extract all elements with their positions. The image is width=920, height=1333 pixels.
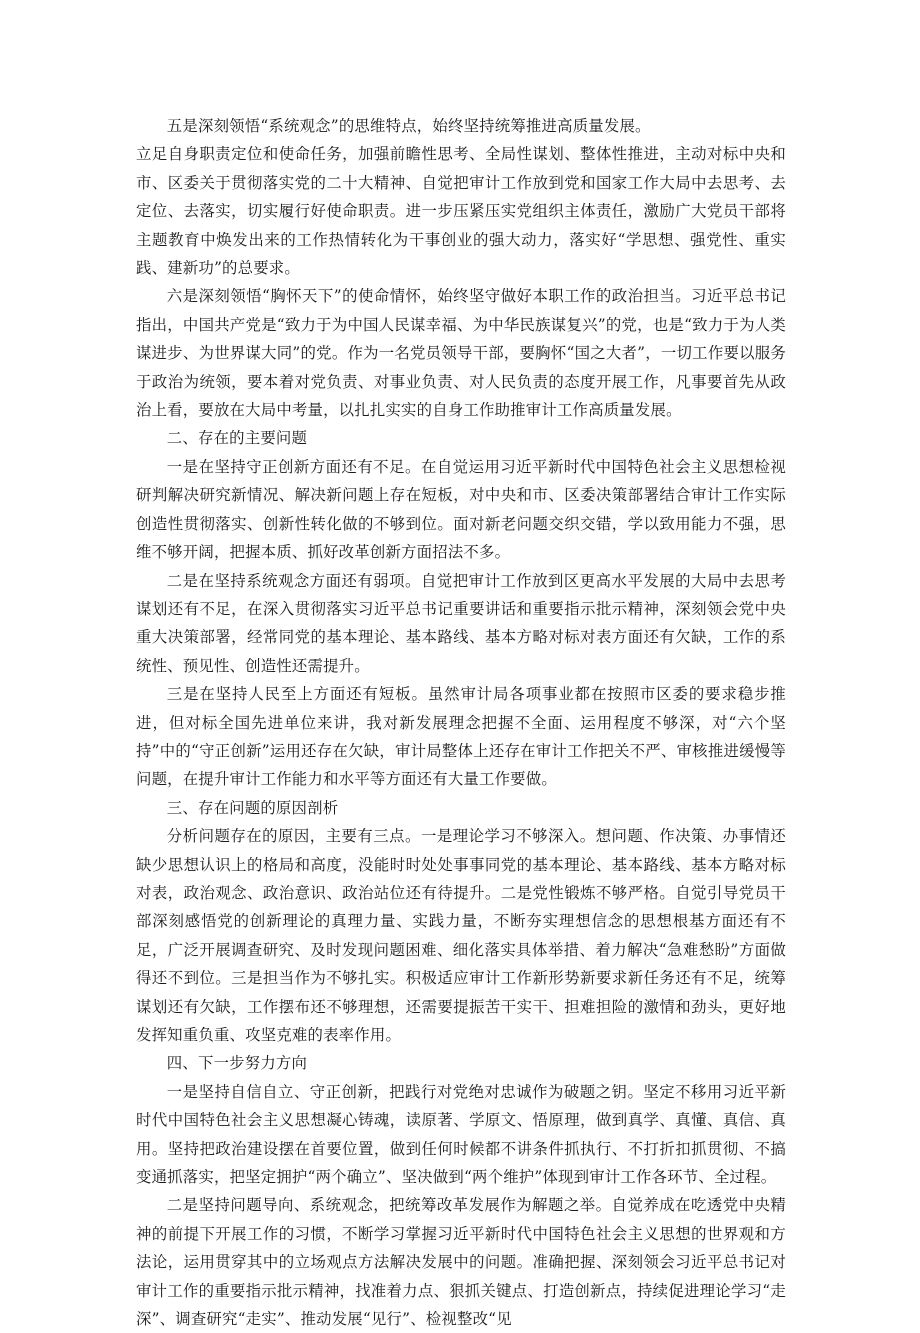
section-heading-main-problems: 二、存在的主要问题 <box>166 429 308 448</box>
paragraph-problem-1: 一是在坚持守正创新方面还有不足。在自觉运用习近平新时代中国特色社会主义思想检视研判解决研究新情况、解决新问题上存在短板，对中央和市、区委决策部署结合审计工作实际创造性贯彻落实、创新性转化做的不够到位。面对新老问题交织交错，学以致用能力不强，思维不够开阔，把握本质、抓好改革创新方面招法不多。 <box>136 457 786 562</box>
paragraph-6th-point: 六是深刻领悟“胸怀天下”的使命情怀，始终坚守做好本职工作的政治担当。习近平总书记指出，中国共产党是“致力于为中国人民谋幸福、为中华民族谋复兴”的党，也是“致力于为人类谋进步、为世界谋大同”的党。作为一名党员领导干部，要胸怀“国之大者”，一切工作要以服务于政治为统领，要本着对党负责、对事业负责、对人民负责的态度开展工作，凡事要首先从政治上看，要放在大局中考量，以扎扎实实的自身工作助推审计工作高质量发展。 <box>136 287 786 420</box>
paragraph-5th-point-body: 立足自身职责定位和使命任务，加强前瞻性思考、全局性谋划、整体性推进，主动对标中央和市、区委关于贯彻落实党的二十大精神、自觉把审计工作放到党和国家工作大局中去思考、去定位、去落实，切实履行好使命职责。进一步压紧压实党组织主体责任，激励广大党员干部将主题教育中焕发出来的工作热情转化为干事创业的强大动力，落实好“学思想、强党性、重实践、建新功”的总要求。 <box>136 145 786 278</box>
section-heading-next-steps: 四、下一步努力方向 <box>166 1054 308 1073</box>
section-heading-cause-analysis: 三、存在问题的原因剖析 <box>166 798 339 817</box>
paragraph-problem-3: 三是在坚持人民至上方面还有短板。虽然审计局各项事业都在按照市区委的要求稳步推进，但对标全国先进单位来讲，我对新发展理念把握不全面、运用程度不够深，对“六个坚持”中的“守正创新”运用还存在欠缺，审计局整体上还存在审计工作把关不严、审核推进缓慢等问题，在提升审计工作能力和水平等方面还有大量工作要做。 <box>136 685 786 789</box>
paragraph-cause-analysis: 分析问题存在的原因，主要有三点。一是理论学习不够深入。想问题、作决策、办事情还缺少思想认识上的格局和高度，没能时时处处事事同党的基本理论、基本路线、基本方略对标对表，政治观念、政治意识、政治站位还有待提升。二是党性锻炼不够严格。自觉引导党员干部深刻感悟党的创新理论的真理力量、实践力量，不断夯实理想信念的思想根基方面还有不足，广泛开展调查研究、及时发现问题困难、细化落实具体举措、着力解决“急难愁盼”方面做得还不到位。三是担当作为不够扎实。积极适应审计工作新形势新要求新任务还有不足，统筹谋划还有欠缺，工作摆布还不够理想，还需要提振苦干实干、担难担险的激情和劲头，更好地发挥知重负重、攻坚克难的表率作用。 <box>136 827 786 1044</box>
paragraph-problem-2: 二是在坚持系统观念方面还有弱项。自觉把审计工作放到区更高水平发展的大局中去思考谋划还有不足，在深入贯彻落实习近平总书记重要讲话和重要指示批示精神，深刻领会党中央重大决策部署，经常同党的基本理论、基本路线、基本方略对标对表方面还有欠缺，工作的系统性、预见性、创造性还需提升。 <box>136 571 786 675</box>
paragraph-next-step-2: 二是坚持问题导向、系统观念，把统筹改革发展作为解题之举。自觉养成在吃透党中央精神的前提下开展工作的习惯，不断学习掌握习近平新时代中国特色社会主义思想的世界观和方法论，运用贯穿其中的立场观点方法解决发展中的问题。准确把握、深刻领会习近平总书记对审计工作的重要指示批示精神，找准着力点、狠抓关键点、打造创新点，持续促进理论学习“走深”、调查研究“走实”、推动发展“见行”、检视整改“见 <box>136 1196 786 1329</box>
document-body <box>136 112 786 1333</box>
paragraph-next-step-1: 一是坚持自信自立、守正创新，把践行对党绝对忠诚作为破题之钥。坚定不移用习近平新时代中国特色社会主义思想凝心铸魂，读原著、学原文、悟原理，做到真学、真懂、真信、真用。坚持把政治建设摆在首要位置，做到任何时候都不讲条件抓执行、不打折扣抓贯彻、不搞变通抓落实，把坚定拥护“两个确立”、坚决做到“两个维护”体现到审计工作各环节、全过程。 <box>136 1082 786 1187</box>
paragraph-5th-point: 五是深刻领悟“系统观念”的思维特点，始终坚持统筹推进高质量发展。 <box>166 117 651 135</box>
